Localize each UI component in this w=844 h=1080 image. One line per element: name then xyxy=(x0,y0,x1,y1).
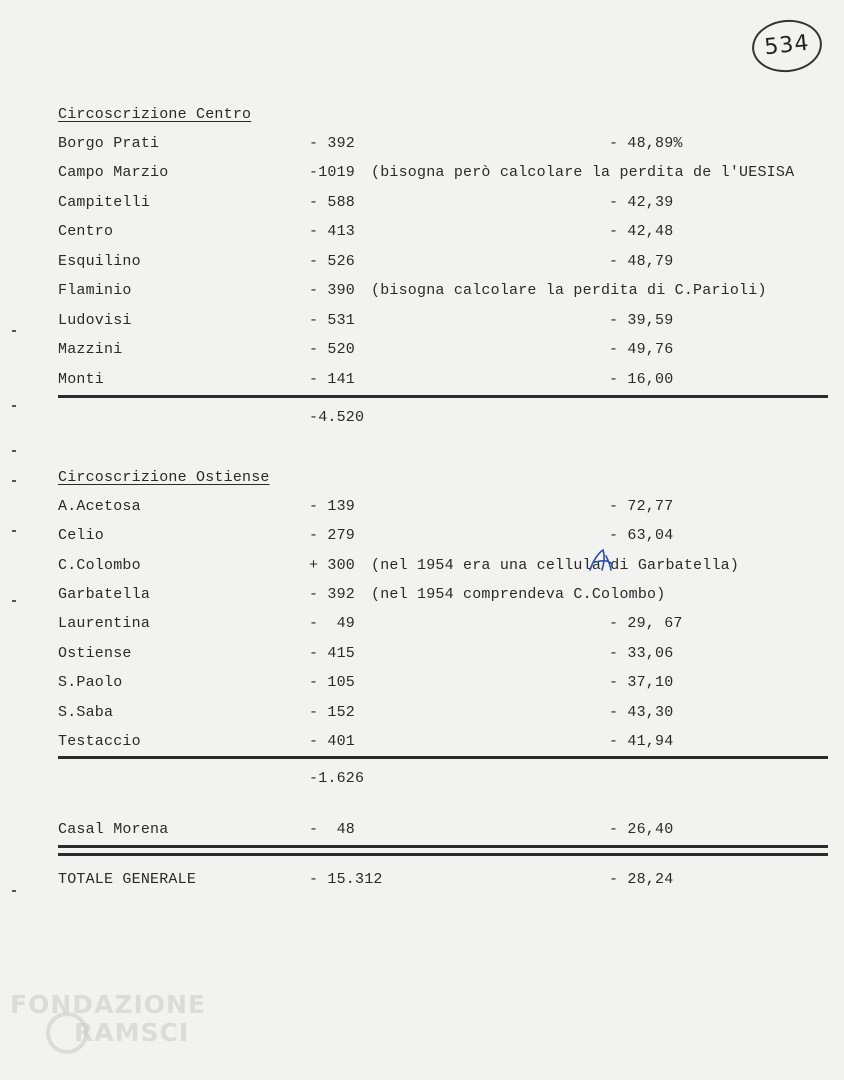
row-name: Ostiense xyxy=(58,645,132,662)
archive-watermark xyxy=(10,990,220,1070)
margin-mark xyxy=(12,480,16,482)
row-percent: - 63,04 xyxy=(609,527,674,544)
row-value: - 141 xyxy=(309,371,356,388)
double-divider-bottom xyxy=(58,853,828,856)
margin-mark xyxy=(12,530,16,532)
watermark-line1: FONDAZIONE xyxy=(10,990,207,1019)
row-value: -1019 xyxy=(309,164,356,181)
row-percent: - 33,06 xyxy=(609,645,674,662)
row-percent: - 37,10 xyxy=(609,674,674,691)
row-value: - 139 xyxy=(309,498,356,515)
row-percent: - 72,77 xyxy=(609,498,674,515)
row-name: Centro xyxy=(58,223,114,240)
row-percent: - 43,30 xyxy=(609,704,674,721)
row-name: Laurentina xyxy=(58,615,151,632)
margin-mark xyxy=(12,405,16,407)
row-name: S.Saba xyxy=(58,704,114,721)
row-name: Borgo Prati xyxy=(58,135,160,152)
row-value: - 588 xyxy=(309,194,356,211)
row-value: - 531 xyxy=(309,312,356,329)
row-name: Casal Morena xyxy=(58,821,169,838)
row-name: Campitelli xyxy=(58,194,151,211)
row-value: - 520 xyxy=(309,341,356,358)
subtotal-ostiense: -1.626 xyxy=(309,770,365,787)
row-value: + 300 xyxy=(309,557,356,574)
row-percent: - 49,76 xyxy=(609,341,674,358)
margin-mark xyxy=(12,600,16,602)
row-note: (bisogna calcolare la perdita di C.Parioli) xyxy=(371,282,767,299)
row-percent: - 16,00 xyxy=(609,371,674,388)
row-name: Flaminio xyxy=(58,282,132,299)
row-value: - 105 xyxy=(309,674,356,691)
row-value: - 401 xyxy=(309,733,356,750)
row-note: (bisogna però calcolare la perdita de l'UESISA xyxy=(371,164,795,181)
row-name: Ludovisi xyxy=(58,312,132,329)
row-name: Monti xyxy=(58,371,105,388)
total-percent: - 28,24 xyxy=(609,871,674,888)
row-percent: - 26,40 xyxy=(609,821,674,838)
row-note: (nel 1954 era una cellula di Garbatella) xyxy=(371,557,740,574)
margin-mark xyxy=(12,890,16,892)
section-heading-ostiense: Circoscrizione Ostiense xyxy=(58,469,270,486)
total-label: TOTALE GENERALE xyxy=(58,871,197,888)
row-value: - 415 xyxy=(309,645,356,662)
row-name: Garbatella xyxy=(58,586,151,603)
margin-mark xyxy=(12,450,16,452)
margin-mark xyxy=(12,330,16,332)
row-percent: - 29, 67 xyxy=(609,615,683,632)
row-name: C.Colombo xyxy=(58,557,141,574)
row-value: - 392 xyxy=(309,586,356,603)
subtotal-centro: -4.520 xyxy=(309,409,365,426)
row-note: (nel 1954 comprendeva C.Colombo) xyxy=(371,586,666,603)
row-name: Campo Marzio xyxy=(58,164,169,181)
row-value: - 413 xyxy=(309,223,356,240)
row-value: - 279 xyxy=(309,527,356,544)
row-percent: - 39,59 xyxy=(609,312,674,329)
row-value: - 49 xyxy=(309,615,356,632)
row-name: Testaccio xyxy=(58,733,141,750)
page-number-stamp xyxy=(749,16,824,75)
row-value: - 48 xyxy=(309,821,356,838)
double-divider-top xyxy=(58,845,828,848)
row-percent: - 48,79 xyxy=(609,253,674,270)
row-value: - 152 xyxy=(309,704,356,721)
watermark-line2: RAMSCI xyxy=(74,1018,190,1047)
divider-line xyxy=(58,395,828,398)
total-value: - 15.312 xyxy=(309,871,383,888)
row-percent: - 41,94 xyxy=(609,733,674,750)
section-heading-centro: Circoscrizione Centro xyxy=(58,106,252,123)
row-value: - 390 xyxy=(309,282,356,299)
row-name: Esquilino xyxy=(58,253,141,270)
row-value: - 526 xyxy=(309,253,356,270)
page-number: 534 xyxy=(763,30,811,61)
row-percent: - 42,39 xyxy=(609,194,674,211)
row-name: A.Acetosa xyxy=(58,498,141,515)
row-name: Celio xyxy=(58,527,105,544)
row-percent: - 48,89% xyxy=(609,135,683,152)
handwritten-correction-mark xyxy=(586,546,616,576)
row-percent: - 42,48 xyxy=(609,223,674,240)
divider-line xyxy=(58,756,828,759)
row-name: Mazzini xyxy=(58,341,123,358)
row-value: - 392 xyxy=(309,135,356,152)
row-name: S.Paolo xyxy=(58,674,123,691)
